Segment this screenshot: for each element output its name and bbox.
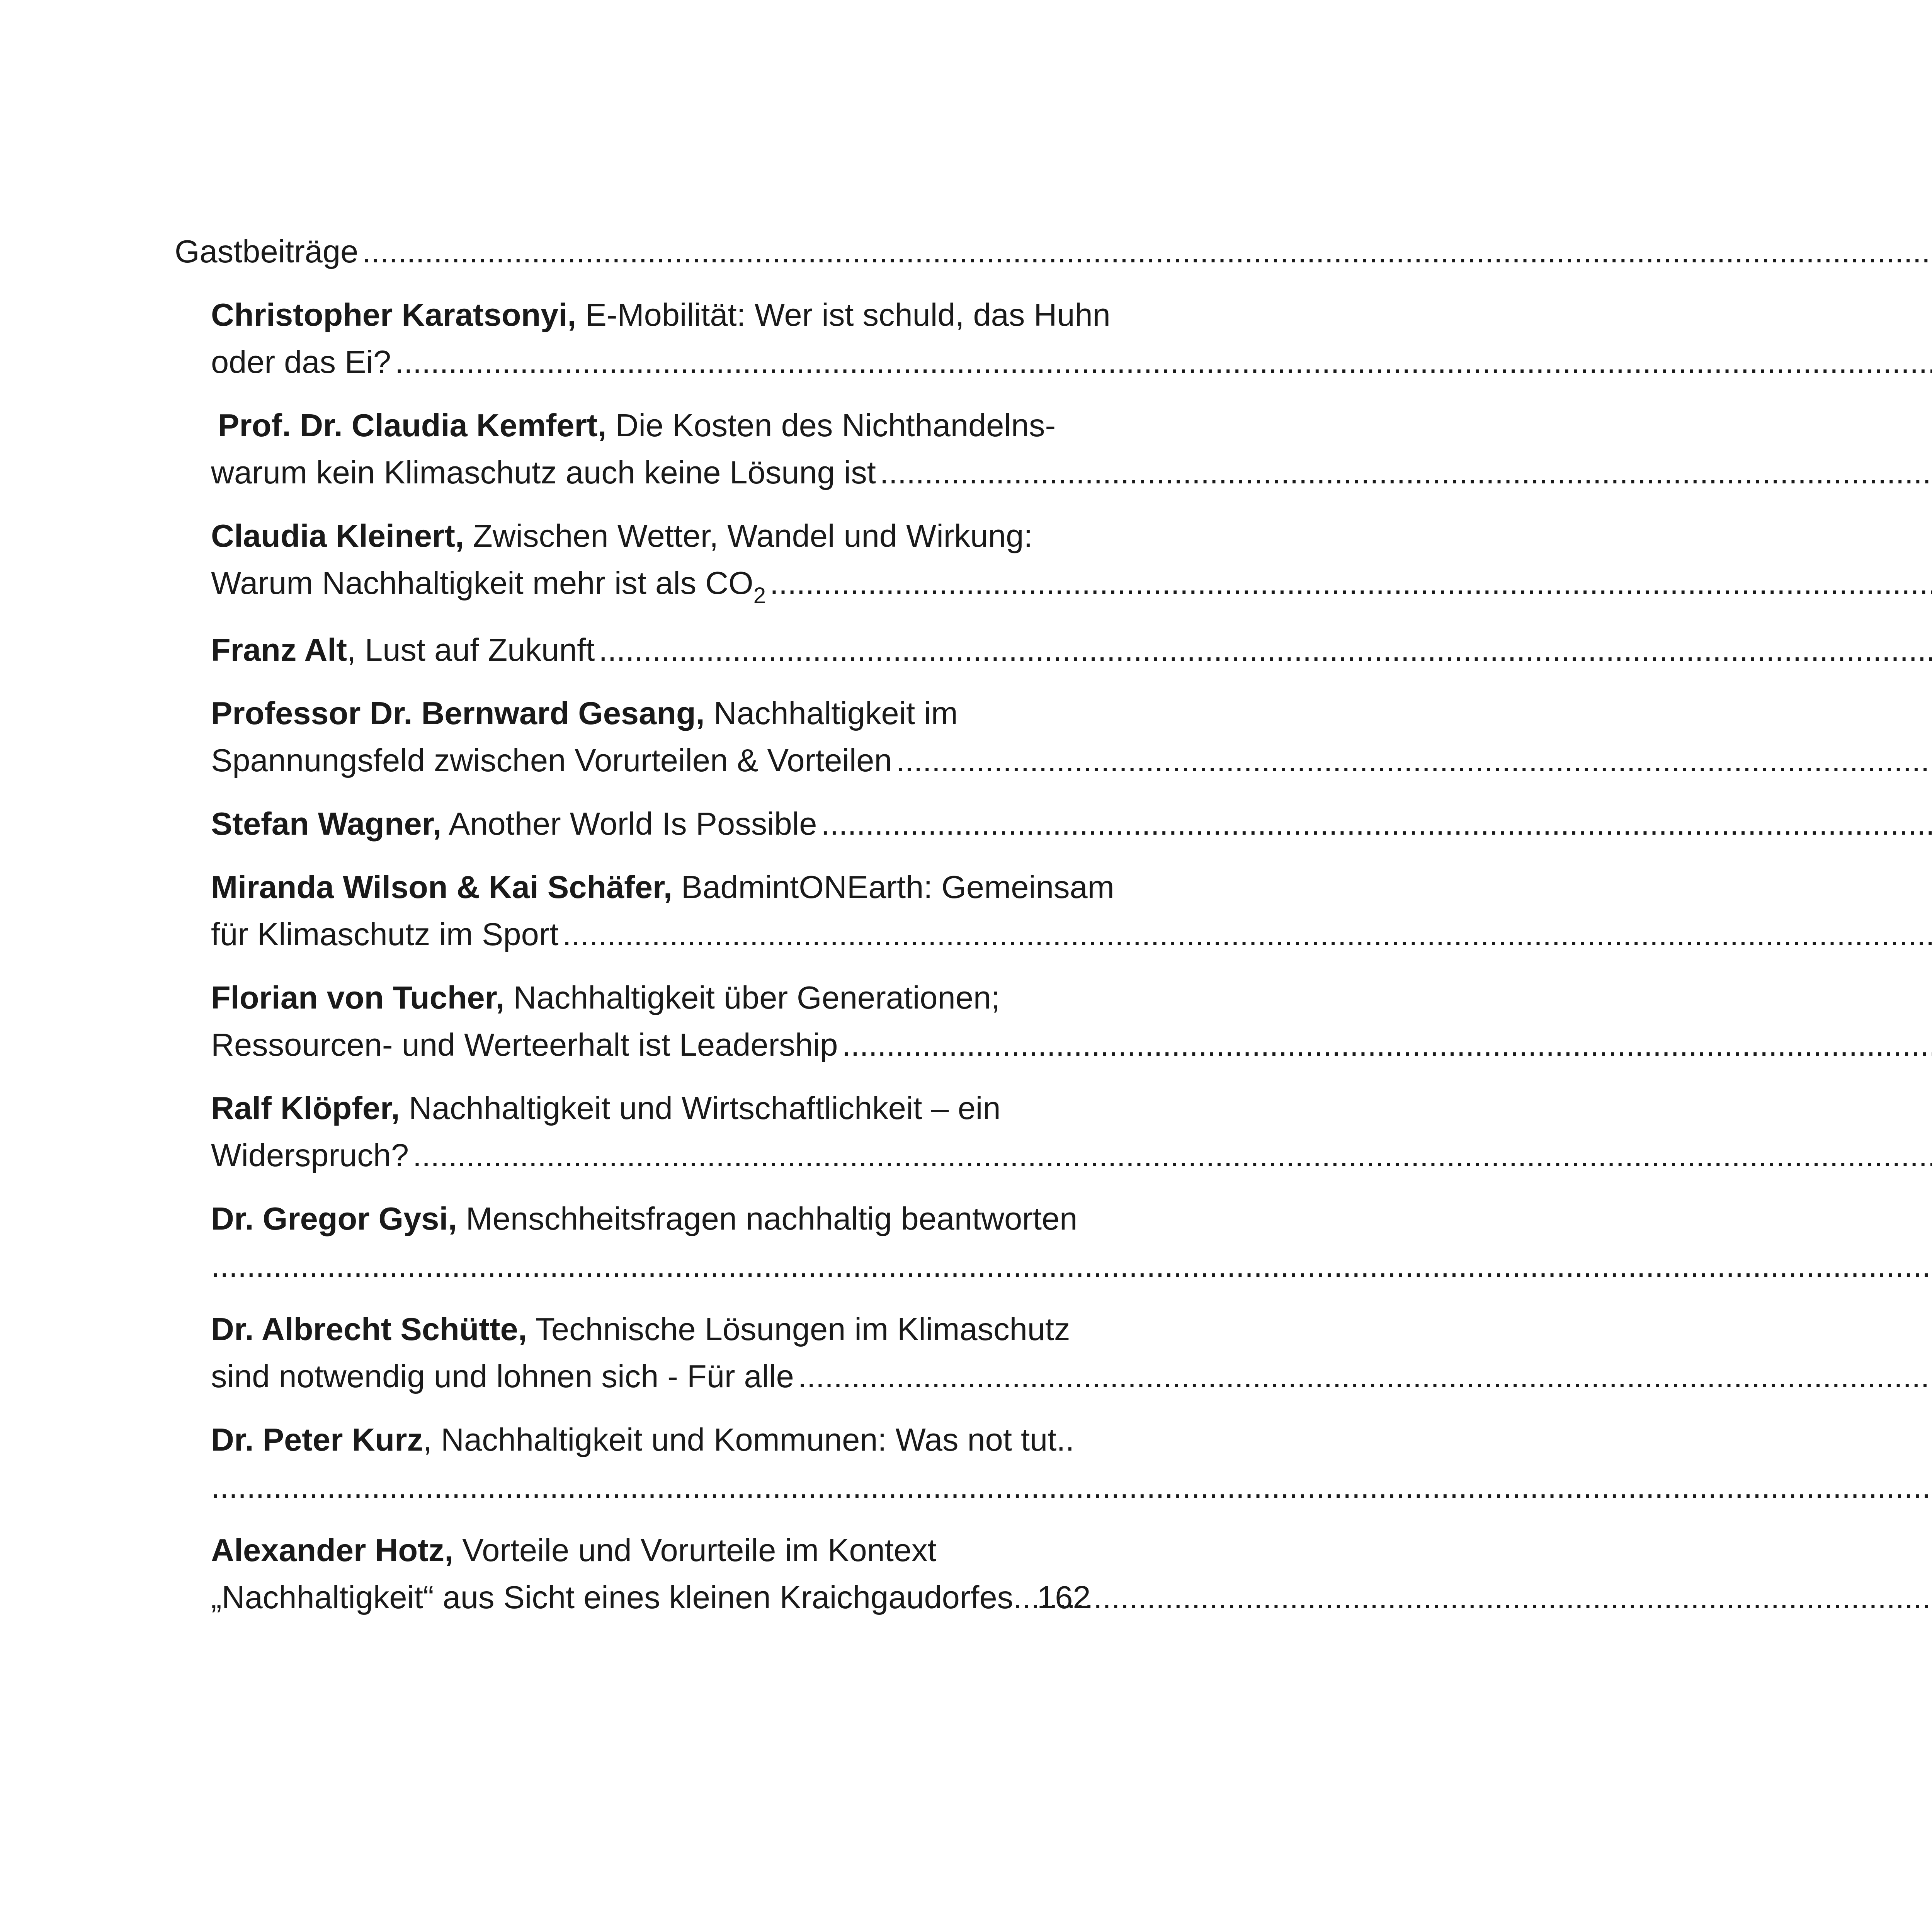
toc-entry[interactable] <box>211 402 1179 496</box>
entry-author: Dr. Albrecht Schütte, <box>211 1311 527 1347</box>
entry-first-line <box>211 974 1179 1021</box>
entry-first-line <box>211 512 1179 560</box>
dot-leader <box>599 626 1932 674</box>
dot-leader <box>395 338 1932 386</box>
entry-title: Die Kosten des Nichthandelns- <box>606 407 1056 443</box>
toc-entry[interactable] <box>211 1527 1179 1621</box>
toc-entry[interactable] <box>211 864 1179 958</box>
entry-title-continued: für Klimaschutz im Sport <box>211 916 559 952</box>
toc-entry[interactable] <box>211 1306 1179 1400</box>
entry-title: , Lust auf Zukunft <box>347 632 595 668</box>
toc-entry[interactable] <box>211 974 1179 1068</box>
toc-entry[interactable] <box>211 291 1179 386</box>
page-number: 162 <box>1037 1579 1091 1615</box>
entry-title-continued: „Nachhaltigkeit“ aus Sicht eines kleinen Kraichgaudorfes <box>211 1579 1014 1615</box>
entry-first-line <box>211 626 595 674</box>
entry-first-line <box>211 864 1179 911</box>
entry-last-line <box>211 1574 1179 1621</box>
entry-author: Florian von Tucher, <box>211 980 505 1015</box>
entry-author: Christopher Karatsonyi, <box>211 297 577 333</box>
entry-title: Nachhaltigkeit über Generationen; <box>504 980 1000 1015</box>
entry-last-line <box>211 1132 1179 1179</box>
entry-title: Technische Lösungen im Klimaschutz <box>527 1311 1070 1347</box>
entry-title-continued: Widerspruch? <box>211 1137 409 1173</box>
toc-entry[interactable] <box>211 1416 1179 1510</box>
dot-leader <box>770 560 1932 607</box>
dot-leader <box>880 449 1932 496</box>
dot-leader <box>821 800 1932 847</box>
entry-first-line <box>211 1306 1179 1353</box>
entry-author: Stefan Wagner, <box>211 806 442 842</box>
toc-entry[interactable] <box>211 690 1179 784</box>
entry-first-line <box>211 1527 1179 1574</box>
entry-title-continued: oder das Ei? <box>211 344 391 380</box>
entry-author: Prof. Dr. Claudia Kemfert, <box>218 407 607 443</box>
entry-last-line <box>211 338 1179 386</box>
entry-title: Menschheitsfragen nachhaltig beantworten <box>457 1201 1078 1237</box>
table-of-contents <box>175 228 1179 1621</box>
entry-title-continued: Spannungsfeld zwischen Vorurteilen & Vorteilen <box>211 742 892 778</box>
entry-last-line <box>211 1021 1179 1068</box>
dot-leader <box>798 1353 1932 1400</box>
entry-author: Claudia Kleinert, <box>211 518 464 554</box>
dot-leader <box>211 1242 1932 1289</box>
entry-last-line <box>211 1463 1179 1510</box>
dot-leader <box>842 1021 1932 1068</box>
entry-author: Alexander Hotz, <box>211 1532 454 1568</box>
entry-first-line <box>211 1085 1179 1132</box>
entry-title: E-Mobilität: Wer ist schuld, das Huhn <box>576 297 1111 333</box>
toc-entry[interactable] <box>211 626 1179 674</box>
entry-title-text: Warum Nachhaltigkeit mehr ist als CO <box>211 565 753 601</box>
entry-first-line <box>211 1195 1179 1242</box>
entry-author: Dr. Gregor Gysi, <box>211 1201 457 1237</box>
entry-title-continued: Ressourcen- und Werteerhalt ist Leadership <box>211 1027 838 1063</box>
entry-title: Zwischen Wetter, Wandel und Wirkung: <box>464 518 1033 554</box>
entry-last-line <box>211 449 1179 496</box>
entry-author: Dr. Peter Kurz <box>211 1422 423 1458</box>
toc-entry[interactable] <box>211 800 1179 847</box>
entry-title: , Nachhaltigkeit und Kommunen: Was not tut.. <box>423 1422 1075 1458</box>
entry-author: Franz Alt <box>211 632 347 668</box>
dot-leader <box>1013 1574 1033 1621</box>
entry-title: Vorteile und Vorurteile im Kontext <box>453 1532 937 1568</box>
toc-section-heading[interactable] <box>175 228 1179 275</box>
entry-first-line <box>211 690 1179 737</box>
entry-title-continued: warum kein Klimaschutz auch keine Lösung ist <box>211 454 876 490</box>
toc-entry[interactable] <box>211 512 1179 610</box>
dot-leader <box>896 737 1932 784</box>
toc-entry[interactable] <box>211 1195 1179 1289</box>
entry-first-line <box>211 402 1179 449</box>
entry-title: BadmintONEarth: Gemeinsam <box>672 869 1114 905</box>
entry-last-line <box>211 911 1179 958</box>
dot-leader <box>211 1463 1932 1510</box>
toc-entry[interactable] <box>211 1085 1179 1179</box>
section-title: Gastbeiträge <box>175 233 359 269</box>
entry-last-line <box>211 560 1179 610</box>
entry-last-line <box>211 1353 1179 1400</box>
entry-first-line <box>211 800 817 847</box>
entry-last-line <box>211 1242 1179 1289</box>
dot-leader <box>413 1132 1932 1179</box>
entry-first-line <box>211 291 1179 338</box>
entry-title: Nachhaltigkeit und Wirtschaftlichkeit – ein <box>400 1090 1001 1126</box>
dot-leader <box>562 911 1932 958</box>
entry-author: Miranda Wilson & Kai Schäfer, <box>211 869 672 905</box>
entry-title: Another World Is Possible <box>441 806 817 842</box>
entry-title-continued <box>211 560 766 610</box>
entry-author: Ralf Klöpfer, <box>211 1090 400 1126</box>
entry-last-line <box>211 737 1179 784</box>
entry-last-line <box>211 626 1179 674</box>
entry-last-line <box>211 800 1179 847</box>
entry-title-continued: sind notwendig und lohnen sich - Für alle <box>211 1358 794 1394</box>
dot-leader <box>362 228 1932 275</box>
entry-author: Professor Dr. Bernward Gesang, <box>211 695 705 731</box>
subscript: 2 <box>753 583 766 608</box>
entry-first-line <box>211 1416 1179 1463</box>
entry-title: Nachhaltigkeit im <box>704 695 958 731</box>
